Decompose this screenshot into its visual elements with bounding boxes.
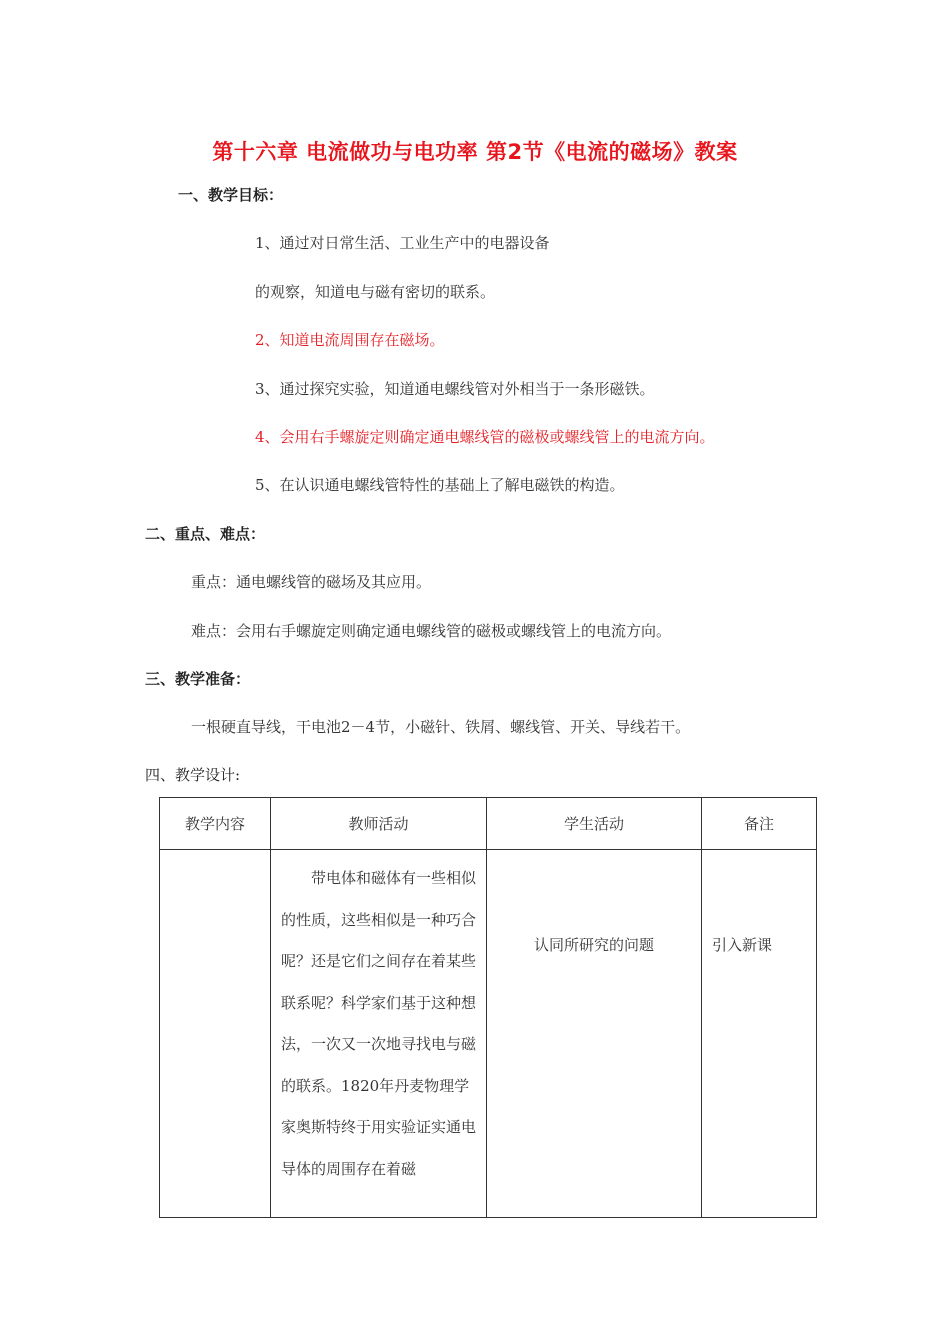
objective-item-4: 4、会用右手螺旋定则确定通电螺线管的磁极或螺线管上的电流方向。 xyxy=(255,428,715,446)
section-heading-design: 四、教学设计: xyxy=(145,766,241,784)
objective-item-1: 1、通过对日常生活、工业生产中的电器设备 xyxy=(255,234,550,252)
header-note: 备注 xyxy=(702,798,817,850)
document-title: 第十六章 电流做功与电功率 第2节《电流的磁场》教案 xyxy=(212,140,738,164)
header-student: 学生活动 xyxy=(487,798,702,850)
table-row xyxy=(160,850,817,1218)
objective-item-3: 3、通过探究实验，知道通电螺线管对外相当于一条形磁铁。 xyxy=(255,380,655,398)
teacher-activity-text: 带电体和磁体有一些相似的性质，这些相似是一种巧合呢？还是它们之间存在着某些联系呢？科学家们基于这种想法，一次又一次地寻找电与磁的联系。1820年丹麦物理学家奥斯特终于用实验证实通电导体的周围存在着磁 xyxy=(281,869,477,1178)
difficult-point: 难点：会用右手螺旋定则确定通电螺线管的磁极或螺线管上的电流方向。 xyxy=(191,622,672,640)
objective-item-1-cont: 的观察，知道电与磁有密切的联系。 xyxy=(255,283,496,301)
header-teacher: 教师活动 xyxy=(271,798,487,850)
preparation-text: 一根硬直导线，干电池2－4节，小磁针、铁屑、螺线管、开关、导线若干。 xyxy=(191,718,691,736)
cell-teacher-activity xyxy=(271,850,487,1218)
section-heading-preparation: 三、教学准备： xyxy=(145,670,251,688)
cell-note: 引入新课 xyxy=(702,850,817,1218)
objective-item-2: 2、知道电流周围存在磁场。 xyxy=(255,331,445,349)
teaching-design-table xyxy=(159,797,817,1218)
cell-student-activity: 认同所研究的问题 xyxy=(487,850,702,1218)
section-heading-objectives: 一、教学目标： xyxy=(178,186,284,204)
section-heading-key-points: 二、重点、难点： xyxy=(145,525,266,543)
cell-content xyxy=(160,850,271,1218)
key-point: 重点：通电螺线管的磁场及其应用。 xyxy=(191,573,432,591)
objective-item-5: 5、在认识通电螺线管特性的基础上了解电磁铁的构造。 xyxy=(255,476,625,494)
table-header-row xyxy=(160,798,817,850)
header-content: 教学内容 xyxy=(160,798,271,850)
